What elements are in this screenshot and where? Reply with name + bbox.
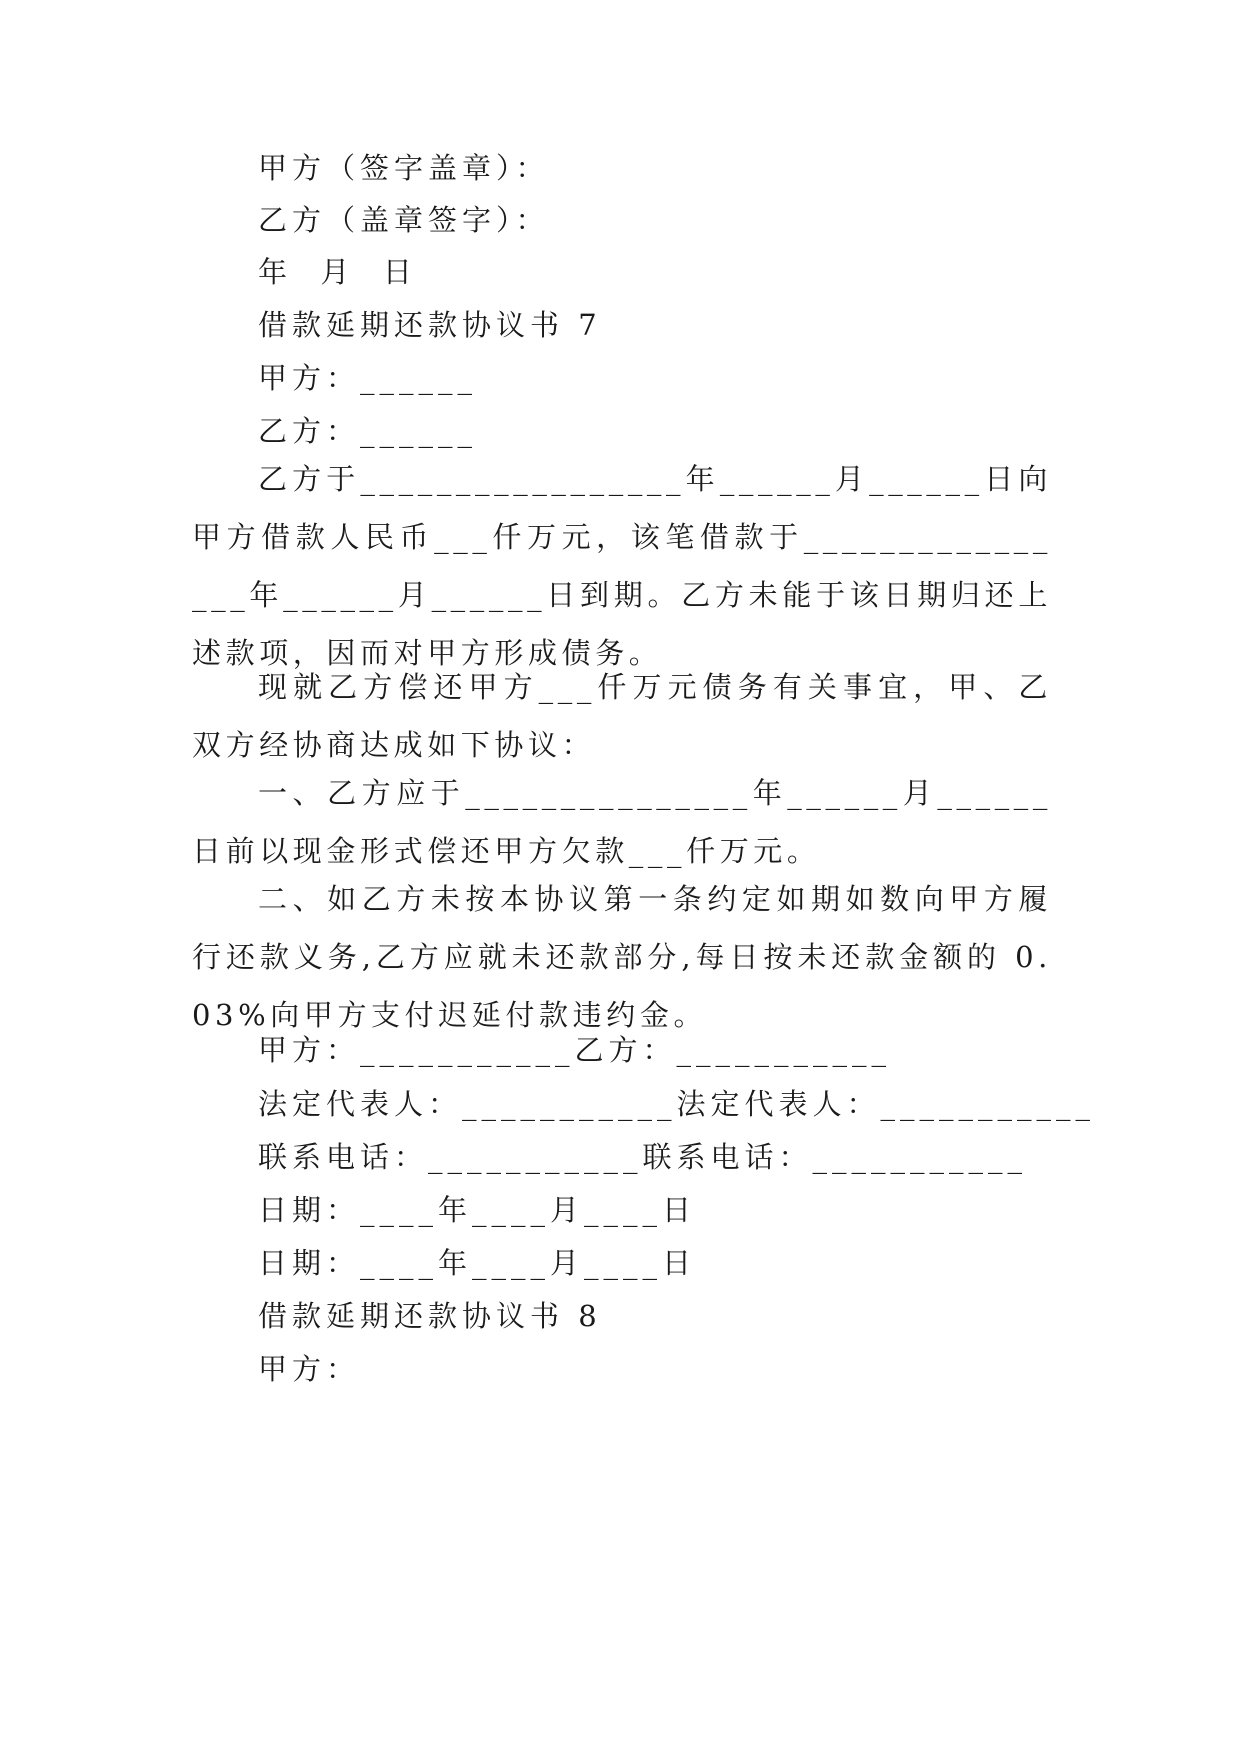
signature-phone-line: 联系电话：___________联系电话：___________ — [258, 1140, 1028, 1174]
date-label: 年 月 日 — [258, 255, 417, 289]
paragraph-debt-settlement: 现就乙方偿还甲方___仟万元债务有关事宜，甲、乙双方经协商达成如下协议： — [192, 670, 1052, 762]
signature-representative-line: 法定代表人：___________法定代表人：___________ — [258, 1087, 1096, 1121]
clause-two: 二、如乙方未按本协议第一条约定如期如数向甲方履行还款义务,乙方应就未还款部分,每日按未还款金额的 0.03%向甲方支付迟延付款违约金。 — [192, 882, 1052, 1032]
party-a-field: 甲方：______ — [258, 361, 478, 395]
agreement-7-title: 借款延期还款协议书 7 — [258, 308, 602, 342]
clause-one: 一、乙方应于_______________年______月______日前以现金形式偿还甲方欠款___仟万元。 — [192, 776, 1052, 868]
signature-date-line-1: 日期：____年____月____日 — [258, 1193, 697, 1227]
signature-date-line-2: 日期：____年____月____日 — [258, 1246, 697, 1280]
paragraph-loan-terms: 乙方于_________________年______月______日向甲方借款人民币___仟万元，该笔借款于________________年______月______日到期。乙方未能于该日期归还上述款项，因而对甲方形成债务。 — [192, 462, 1052, 670]
party-b-signature-label: 乙方（盖章签字）： — [258, 203, 550, 237]
signature-party-line: 甲方：___________乙方：___________ — [258, 1033, 892, 1067]
party-a-signature-label: 甲方（签字盖章）： — [258, 151, 550, 185]
agreement-8-title: 借款延期还款协议书 8 — [258, 1299, 602, 1333]
agreement-8-party-a: 甲方： — [258, 1352, 361, 1386]
party-b-field: 乙方：______ — [258, 414, 478, 448]
